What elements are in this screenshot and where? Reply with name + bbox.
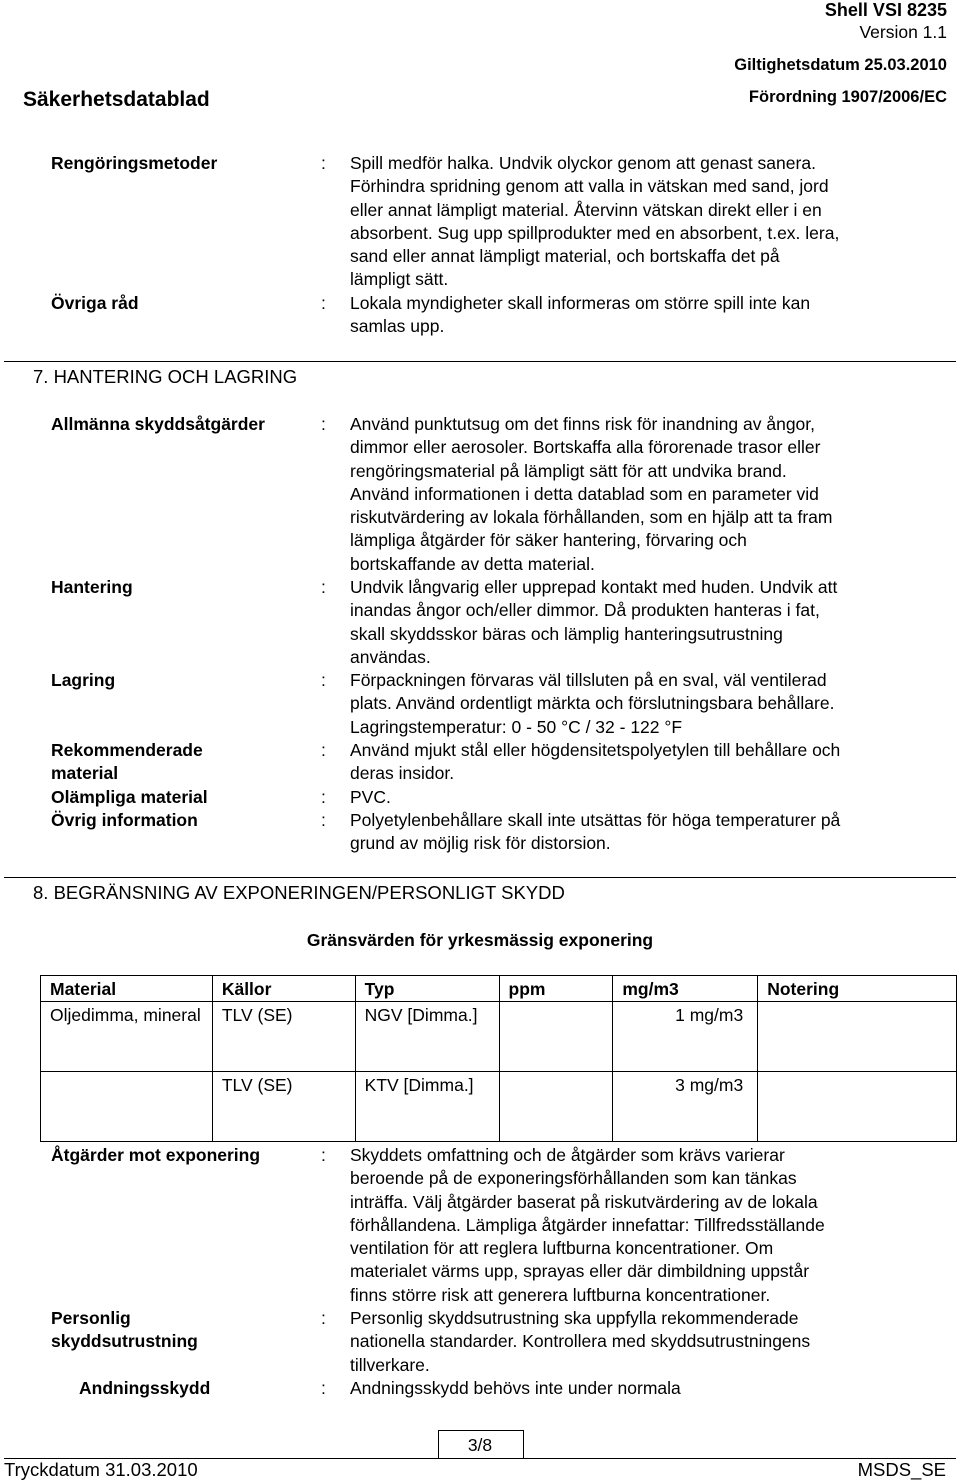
field-label: Rekommenderade material <box>51 740 203 784</box>
field-label: Lagring <box>51 670 116 690</box>
colon: : <box>321 810 326 830</box>
field-value: Spill medför halka. Undvik olyckor genom att genast sanera. Förhindra spridning genom att valla in vätskan med sand, jord eller annat lämpligt material. Återvinn vätskan direkt eller i en absorbent. Sug upp spillprodukter med en absorbent, t.ex. lera, sand eller annat lämpligt material, och bortskaffa det på lämpligt sätt. <box>350 153 840 290</box>
field-label: Allmänna skyddsåtgärder <box>51 414 265 434</box>
version: Version 1.1 <box>859 22 947 42</box>
column-header: mg/m3 <box>613 976 758 1002</box>
validity-date: Giltighetsdatum 25.03.2010 <box>734 56 947 74</box>
field-label: Hantering <box>51 577 133 597</box>
column-header: Notering <box>758 976 957 1002</box>
table-cell <box>499 1072 613 1142</box>
field-value: Använd punktutsug om det finns risk för inandning av ångor, dimmor eller aerosoler. Bortskaffa alla förorenade trasor eller rengöringsmaterial på lämpligt sätt för att undvika brand. Använd informationen i detta datablad som en parameter vid riskutvärdering av lokala förhållanden, som en hjälp att ta fram lämpliga åtgärder för säker hantering, förvaring och bortskaffande av detta material. <box>350 414 833 574</box>
print-date: Tryckdatum 31.03.2010 <box>4 1459 198 1480</box>
field-value: Undvik långvarig eller upprepad kontakt med huden. Undvik att inandas ångor och/eller dimmor. Då produkten hanteras i fat, skall skyddsskor bäras och lämplig hanteringsutrustning användas. <box>350 577 838 667</box>
column-header: Typ <box>355 976 499 1002</box>
field-label: Övriga råd <box>51 293 139 313</box>
field-value: Lokala myndigheter skall informeras om större spill inte kan samlas upp. <box>350 293 811 337</box>
table-cell: TLV (SE) <box>212 1002 355 1072</box>
table-cell: NGV [Dimma.] <box>355 1002 499 1072</box>
section-8-title: 8. BEGRÄNSNING AV EXPONERINGEN/PERSONLIGT SKYDD <box>33 882 565 903</box>
section-7-title: 7. HANTERING OCH LAGRING <box>33 366 298 387</box>
section-divider <box>4 877 956 878</box>
section-divider <box>4 361 956 362</box>
colon: : <box>321 1378 326 1398</box>
product-name: Shell VSI 8235 <box>824 0 947 20</box>
colon: : <box>321 153 326 173</box>
field-label: Andningsskydd <box>79 1378 211 1398</box>
column-header: ppm <box>499 976 613 1002</box>
table-cell <box>758 1002 957 1072</box>
table-cell <box>499 1002 613 1072</box>
field-value: Förpackningen förvaras väl tillsluten på en sval, väl ventilerad plats. Använd ordentligt märkta och förslutningsbara behållare. Lagringstemperatur: 0 - 50 °C / 32 - 122 °F <box>350 670 835 737</box>
document-code: MSDS_SE <box>857 1459 946 1480</box>
colon: : <box>321 1145 326 1165</box>
column-header: Material <box>41 976 213 1002</box>
document-title: Säkerhetsdatablad <box>23 88 210 111</box>
field-label: Övrig information <box>51 810 198 830</box>
table-cell: 3 mg/m3 <box>613 1072 758 1142</box>
table-cell <box>758 1072 957 1142</box>
table-cell <box>41 1072 213 1142</box>
field-value: Polyetylenbehållare skall inte utsättas för höga temperaturer på grund av möjlig risk för distorsion. <box>350 810 841 854</box>
column-header: Källor <box>212 976 355 1002</box>
field-label: Åtgärder mot exponering <box>51 1145 261 1165</box>
table-header-row <box>41 976 957 1002</box>
field-label: Personlig skyddsutrustning <box>51 1308 198 1352</box>
colon: : <box>321 577 326 597</box>
table-cell: KTV [Dimma.] <box>355 1072 499 1142</box>
exposure-limits-subtitle: Gränsvärden för yrkesmässig exponering <box>306 930 654 950</box>
table-row <box>41 1072 957 1142</box>
table-cell: TLV (SE) <box>212 1072 355 1142</box>
colon: : <box>321 1308 326 1328</box>
field-value: Använd mjukt stål eller högdensitetspolyetylen till behållare och deras insidor. <box>350 740 841 784</box>
table-row <box>41 1002 957 1072</box>
colon: : <box>321 787 326 807</box>
field-value: Andningsskydd behövs inte under normala <box>350 1378 681 1398</box>
page-number: 3/8 <box>467 1435 493 1455</box>
table-cell: 1 mg/m3 <box>613 1002 758 1072</box>
field-label: Olämpliga material <box>51 787 208 807</box>
table-cell: Oljedimma, mineral <box>41 1002 213 1072</box>
regulation: Förordning 1907/2006/EC <box>748 88 947 106</box>
colon: : <box>321 414 326 434</box>
colon: : <box>321 670 326 690</box>
field-value: PVC. <box>350 787 391 807</box>
field-value: Skyddets omfattning och de åtgärder som krävs varierar beroende på de exponeringsförhållanden som kan tänkas inträffa. Välj åtgärder baserat på riskutvärdering av de lokala förhållandena. Lämpliga åtgärder innefattar: Tillfredsställande ventilation för att reglera luftburna koncentrationer. Om materialet värms upp, sprayas eller där dimbildning uppstår finns större risk att generera luftburna koncentrationer. <box>350 1145 825 1305</box>
colon: : <box>321 293 326 313</box>
field-label: Rengöringsmetoder <box>51 153 218 173</box>
field-value: Personlig skyddsutrustning ska uppfylla rekommenderade nationella standarder. Kontrollera med skyddsutrustningens tillverkare. <box>350 1308 811 1375</box>
exposure-limits-table <box>40 975 957 1142</box>
colon: : <box>321 740 326 760</box>
